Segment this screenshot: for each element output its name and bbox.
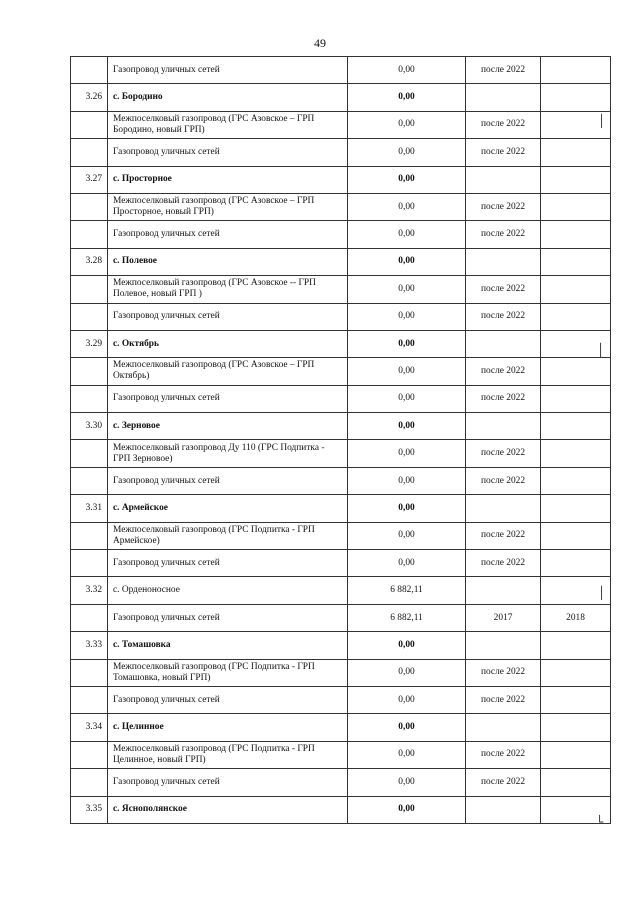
end-year-cell [541,632,611,659]
value-cell: 0,00 [348,741,466,768]
object-name-cell: Межпоселковый газопровод (ГРС Азовское -- ГРП Полевое, новый ГРП ) [108,276,348,303]
value-cell: 0,00 [348,248,466,275]
object-name-cell: Газопровод уличных сетей [108,686,348,713]
end-year-cell [541,741,611,768]
row-number-cell [71,769,108,796]
table-row [71,358,611,385]
end-year-cell [541,413,611,440]
value-cell: 0,00 [348,330,466,357]
row-number-cell [71,111,108,138]
row-number-cell: 3.29 [71,330,108,357]
row-number-cell [71,467,108,494]
row-number-cell [71,604,108,631]
end-year-cell [541,686,611,713]
object-name-cell: Газопровод уличных сетей [108,604,348,631]
start-year-cell: после 2022 [466,769,541,796]
end-year-cell [541,84,611,111]
start-year-cell: после 2022 [466,221,541,248]
table-row [71,139,611,166]
end-year-cell [541,385,611,412]
value-cell: 0,00 [348,550,466,577]
end-year-cell [541,550,611,577]
object-name-cell: с. Армейское [108,495,348,522]
end-year-cell [541,659,611,686]
value-cell: 0,00 [348,495,466,522]
value-cell: 0,00 [348,686,466,713]
object-name-cell: Газопровод уличных сетей [108,550,348,577]
start-year-cell [466,577,541,604]
margin-mark: └ [596,815,604,829]
end-year-cell [541,303,611,330]
value-cell: 0,00 [348,769,466,796]
table-row [71,522,611,549]
value-cell: 0,00 [348,659,466,686]
row-number-cell [71,522,108,549]
start-year-cell: после 2022 [466,276,541,303]
table-row [71,686,611,713]
object-name-cell: Газопровод уличных сетей [108,57,348,84]
row-number-cell [71,221,108,248]
table-row [71,276,611,303]
end-year-cell [541,769,611,796]
object-name-cell: Межпоселковый газопровод (ГРС Азовское – ГРП Бородино, новый ГРП) [108,111,348,138]
object-name-cell: с. Просторное [108,166,348,193]
start-year-cell: после 2022 [466,522,541,549]
value-cell: 6 882,11 [348,604,466,631]
end-year-cell [541,221,611,248]
start-year-cell: 2017 [466,604,541,631]
value-cell: 0,00 [348,467,466,494]
value-cell: 0,00 [348,522,466,549]
object-name-cell: Газопровод уличных сетей [108,221,348,248]
end-year-cell [541,248,611,275]
row-number-cell [71,659,108,686]
end-year-cell [541,193,611,220]
settlement-row [71,796,611,823]
row-number-cell [71,440,108,467]
row-number-cell [71,550,108,577]
end-year-cell [541,166,611,193]
settlement-row [71,330,611,357]
table-row [71,467,611,494]
table-row [71,111,611,138]
object-name-cell: Межпоселковый газопровод (ГРС Подпитка - ГРП Томашовка, новый ГРП) [108,659,348,686]
row-number-cell [71,686,108,713]
start-year-cell [466,796,541,823]
settlement-row [71,632,611,659]
start-year-cell [466,166,541,193]
object-name-cell: Газопровод уличных сетей [108,467,348,494]
settlement-row [71,166,611,193]
row-number-cell [71,303,108,330]
object-name-cell: Межпоселковый газопровод (ГРС Подпитка - ГРП Целинное, новый ГРП) [108,741,348,768]
settlement-row [71,495,611,522]
start-year-cell [466,632,541,659]
value-cell: 0,00 [348,714,466,741]
value-cell: 0,00 [348,358,466,385]
end-year-cell [541,495,611,522]
object-name-cell: с. Целинное [108,714,348,741]
start-year-cell: после 2022 [466,467,541,494]
gas-pipeline-table [70,56,611,824]
value-cell: 0,00 [348,413,466,440]
start-year-cell [466,248,541,275]
margin-mark: │ [598,586,606,600]
table-row [71,440,611,467]
start-year-cell [466,413,541,440]
start-year-cell [466,330,541,357]
start-year-cell: после 2022 [466,358,541,385]
end-year-cell [541,139,611,166]
value-cell: 0,00 [348,57,466,84]
table-row [71,303,611,330]
start-year-cell: после 2022 [466,193,541,220]
value-cell: 0,00 [348,221,466,248]
row-number-cell: 3.32 [71,577,108,604]
table-row [71,193,611,220]
start-year-cell: после 2022 [466,741,541,768]
row-number-cell: 3.26 [71,84,108,111]
row-number-cell: 3.31 [71,495,108,522]
end-year-cell [541,440,611,467]
table-row [71,769,611,796]
end-year-cell [541,714,611,741]
value-cell: 0,00 [348,84,466,111]
end-year-cell [541,57,611,84]
end-year-cell [541,467,611,494]
row-number-cell: 3.27 [71,166,108,193]
value-cell: 0,00 [348,385,466,412]
row-number-cell [71,276,108,303]
settlement-row [71,248,611,275]
value-cell: 0,00 [348,276,466,303]
value-cell: 0,00 [348,303,466,330]
start-year-cell: после 2022 [466,550,541,577]
row-number-cell: 3.35 [71,796,108,823]
object-name-cell: с. Октябрь [108,330,348,357]
object-name-cell: с. Томашовка [108,632,348,659]
table-body [71,57,611,824]
value-cell: 0,00 [348,440,466,467]
row-number-cell: 3.34 [71,714,108,741]
start-year-cell: после 2022 [466,111,541,138]
value-cell: 6 882,11 [348,577,466,604]
value-cell: 0,00 [348,111,466,138]
object-name-cell: Газопровод уличных сетей [108,139,348,166]
table-row [71,221,611,248]
object-name-cell: Межпоселковый газопровод (ГРС Подпитка - ГРП Армейское) [108,522,348,549]
row-number-cell: 3.28 [71,248,108,275]
row-number-cell [71,358,108,385]
object-name-cell: Межпоселковый газопровод (ГРС Азовское – ГРП Октябрь) [108,358,348,385]
end-year-cell [541,276,611,303]
table-row [71,659,611,686]
settlement-row [71,413,611,440]
margin-mark: │ [597,343,605,357]
object-name-cell: Межпоселковый газопровод Ду 110 (ГРС Подпитка - ГРП Зерновое) [108,440,348,467]
page-number: 49 [314,36,326,50]
value-cell: 0,00 [348,796,466,823]
table-row [71,741,611,768]
row-number-cell [71,385,108,412]
margin-mark: │ [598,114,606,128]
value-cell: 0,00 [348,166,466,193]
start-year-cell: после 2022 [466,303,541,330]
object-name-cell: Газопровод уличных сетей [108,769,348,796]
start-year-cell: после 2022 [466,385,541,412]
value-cell: 0,00 [348,193,466,220]
object-name-cell: Газопровод уличных сетей [108,303,348,330]
table-row [71,550,611,577]
table-row [71,57,611,84]
settlement-row [71,84,611,111]
value-cell: 0,00 [348,139,466,166]
end-year-cell [541,358,611,385]
start-year-cell: после 2022 [466,57,541,84]
object-name-cell: с. Яснополянское [108,796,348,823]
row-number-cell: 3.30 [71,413,108,440]
start-year-cell [466,495,541,522]
row-number-cell [71,741,108,768]
table-row [71,604,611,631]
object-name-cell: с. Зерновое [108,413,348,440]
settlement-row [71,714,611,741]
settlement-row [71,577,611,604]
row-number-cell [71,193,108,220]
row-number-cell: 3.33 [71,632,108,659]
row-number-cell [71,57,108,84]
object-name-cell: Газопровод уличных сетей [108,385,348,412]
object-name-cell: с. Орденоносное [108,577,348,604]
object-name-cell: с. Бородино [108,84,348,111]
end-year-cell: 2018 [541,604,611,631]
value-cell: 0,00 [348,632,466,659]
row-number-cell [71,139,108,166]
start-year-cell [466,84,541,111]
start-year-cell: после 2022 [466,440,541,467]
start-year-cell [466,714,541,741]
start-year-cell: после 2022 [466,139,541,166]
start-year-cell: после 2022 [466,686,541,713]
object-name-cell: с. Полевое [108,248,348,275]
object-name-cell: Межпоселковый газопровод (ГРС Азовское – ГРП Просторное, новый ГРП) [108,193,348,220]
table-row [71,385,611,412]
start-year-cell: после 2022 [466,659,541,686]
end-year-cell [541,522,611,549]
